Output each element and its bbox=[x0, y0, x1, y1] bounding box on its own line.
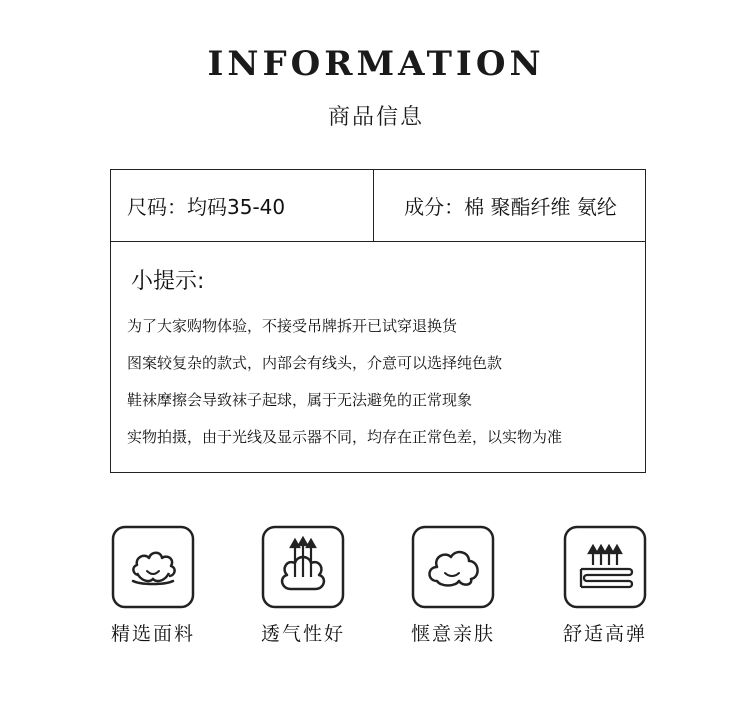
feature-label: 精选面料 bbox=[110, 623, 195, 645]
product-info-table bbox=[110, 169, 646, 473]
feature-breathable bbox=[248, 525, 358, 646]
tips-heading: 小提示: bbox=[131, 269, 205, 294]
feature-fabric bbox=[98, 525, 208, 646]
soft-cloud-icon bbox=[411, 525, 495, 609]
tip-item: 图案较复杂的款式，内部会有线头，介意可以选择纯色款 bbox=[127, 354, 503, 372]
page-title: INFORMATION bbox=[207, 44, 545, 84]
feature-skin-friendly bbox=[398, 525, 508, 646]
tips-list bbox=[127, 316, 562, 464]
composition-cell: 成分：棉 聚酯纤维 氨纶 bbox=[404, 195, 617, 219]
breathable-cloud-icon bbox=[261, 525, 345, 609]
tip-item: 为了大家购物体验，不接受吊牌拆开已试穿退换货 bbox=[127, 317, 458, 335]
page-subtitle: 商品信息 bbox=[327, 105, 424, 130]
feature-label: 透气性好 bbox=[260, 623, 345, 645]
size-cell: 尺码：均码35-40 bbox=[111, 170, 374, 241]
layered-fabric-icon bbox=[563, 525, 647, 609]
tip-item: 实物拍摄，由于光线及显示器不同，均存在正常色差，以实物为准 bbox=[127, 428, 563, 446]
tip-item: 鞋袜摩擦会导致袜子起球，属于无法避免的正常现象 bbox=[127, 391, 473, 409]
cotton-boll-icon bbox=[111, 525, 195, 609]
feature-elastic bbox=[550, 525, 660, 646]
feature-row bbox=[0, 525, 752, 655]
feature-label: 舒适高弹 bbox=[562, 623, 647, 645]
feature-label: 惬意亲肤 bbox=[410, 623, 495, 645]
info-row bbox=[111, 170, 645, 242]
